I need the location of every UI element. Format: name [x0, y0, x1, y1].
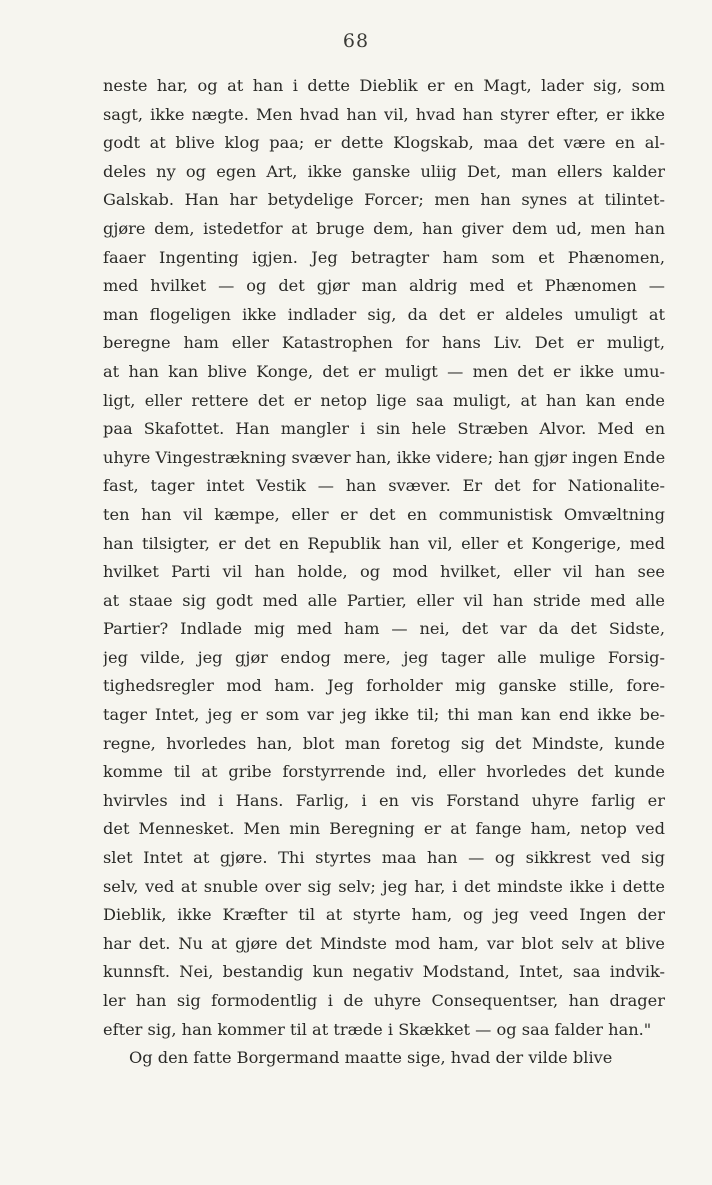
text-line: selv, ved at snuble over sig selv; jeg har, i det mindste ikke i dette: [103, 876, 665, 896]
text-line: efter sig, han kommer til at træde i Skækket — og saa falder han.": [103, 1019, 652, 1039]
text-line: med hvilket — og det gjør man aldrig med et Phænomen —: [103, 276, 665, 296]
text-line: han tilsigter, er det en Republik han vil, eller et Kongerige, med: [103, 533, 665, 553]
text-line: hvirvles ind i Hans. Farlig, i en vis Forstand uhyre farlig er: [103, 790, 665, 810]
text-line: Partier? Indlade mig med ham — nei, det var da det Sidste,: [103, 619, 665, 639]
text-line: gjøre dem, istedetfor at bruge dem, han giver dem ud, men han: [103, 218, 665, 238]
text-line: Dieblik, ikke Kræfter til at styrte ham, og jeg veed Ingen der: [103, 905, 665, 925]
text-line: fast, tager intet Vestik — han svæver. Er det for Nationalite-: [103, 476, 665, 496]
text-line: beregne ham eller Katastrophen for hans Liv. Det er muligt,: [103, 333, 665, 353]
text-line: paa Skafottet. Han mangler i sin hele Stræben Alvor. Med en: [103, 419, 665, 439]
text-line: tager Intet, jeg er som var jeg ikke til; thi man kan end ikke be-: [103, 705, 665, 725]
text-line: har det. Nu at gjøre det Mindste mod ham, var blot selv at blive: [103, 933, 665, 953]
text-line: ten han vil kæmpe, eller er det en communistisk Omvæltning: [103, 504, 665, 524]
text-line: ligt, eller rettere det er netop lige saa muligt, at han kan ende: [103, 390, 665, 410]
text-line: regne, hvorledes han, blot man foretog sig det Mindste, kunde: [103, 733, 665, 753]
text-line: hvilket Parti vil han holde, og mod hvilket, eller vil han see: [103, 562, 665, 582]
text-line: tighedsregler mod ham. Jeg forholder mig ganske stille, fore-: [103, 676, 665, 696]
text-line: at han kan blive Konge, det er muligt — men det er ikke umu-: [103, 361, 665, 381]
text-line: Og den fatte Borgermand maatte sige, hvad der vilde blive: [129, 1048, 613, 1068]
text-line: slet Intet at gjøre. Thi styrtes maa han — og sikkrest ved sig: [103, 848, 665, 868]
text-line: sagt, ikke nægte. Men hvad han vil, hvad han styrer efter, er ikke: [103, 104, 665, 124]
page-number: 68: [342, 30, 370, 52]
text-line: jeg vilde, jeg gjør endog mere, jeg tager alle mulige Forsig-: [103, 647, 665, 667]
text-line: det Mennesket. Men min Beregning er at fange ham, netop ved: [103, 819, 665, 839]
text-line: at staae sig godt med alle Partier, eller vil han stride med alle: [103, 590, 665, 610]
text-line: uhyre Vingestrækning svæver han, ikke videre; han gjør ingen Ende: [103, 447, 665, 467]
text-line: godt at blive klog paa; er dette Klogskab, maa det være en al-: [103, 133, 665, 153]
text-line: deles ny og egen Art, ikke ganske uliig Det, man ellers kalder: [103, 161, 665, 181]
text-line: Galskab. Han har betydelige Forcer; men han synes at tilintet-: [103, 190, 665, 210]
text-line: komme til at gribe forstyrrende ind, eller hvorledes det kunde: [103, 762, 665, 782]
body-text: [103, 72, 665, 1073]
text-line: kunnsft. Nei, bestandig kun negativ Modstand, Intet, saa indvik-: [103, 962, 665, 982]
text-line: man flogeligen ikke indlader sig, da det er aldeles umuligt at: [103, 304, 665, 324]
text-line: ler han sig formodentlig i de uhyre Consequentser, han drager: [103, 991, 665, 1010]
text-line: faaer Ingenting igjen. Jeg betragter ham som et Phænomen,: [103, 247, 665, 267]
text-line: neste har, og at han i dette Dieblik er en Magt, lader sig, som: [103, 76, 665, 95]
